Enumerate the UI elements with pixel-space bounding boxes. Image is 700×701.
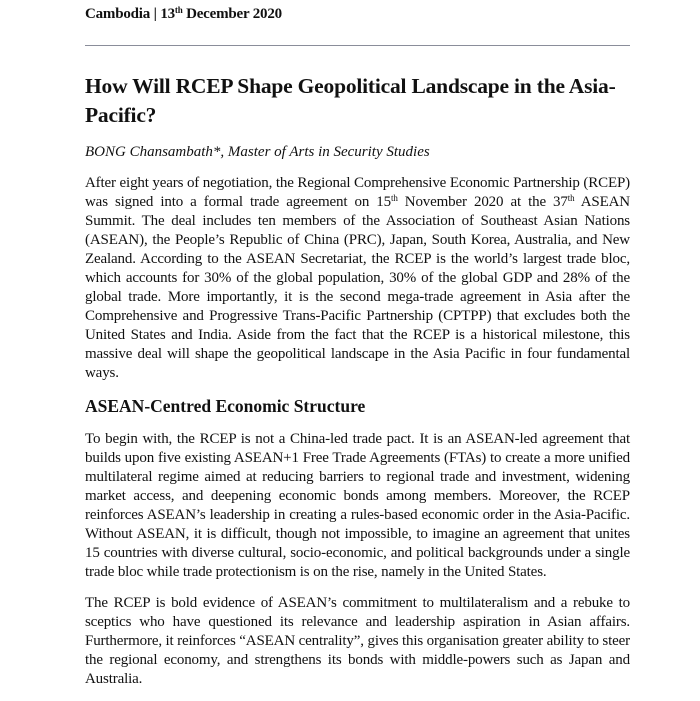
header-date-day: 13 [160,6,175,22]
intro-paragraph [85,174,630,383]
header-separator: | [150,6,161,22]
article-title: How Will RCEP Shape Geopolitical Landscape in the Asia-Pacific? [85,74,616,127]
header-date-suffix: th [174,5,183,15]
header-country: Cambodia [85,6,151,22]
author-byline: BONG Chansambath*, Master of Arts in Security Studies [85,144,430,160]
intro-text-part2: November 2020 at the 37 [397,194,568,210]
intro-sup1: th [390,193,398,203]
article-body [85,72,630,701]
document-header [85,6,282,23]
section-heading: ASEAN-Centred Economic Structure [85,396,366,416]
intro-text-part3: ASEAN Summit. The deal includes ten members of the Association of Southeast Asian Nations (ASEAN), the People’s Republic of China (PRC), Japan, South Korea, Australia, and New Zealand. According to the ASEAN Secretariat, the RCEP is the world’s largest trade bloc, which accounts for 30% of the global population, 30% of the global GDP and 28% of the global trade. More importantly, it is the second mega-trade agreement in Asia after the Comprehensive and Progressive Trans-Pacific Partnership (CPTPP) that excludes both the United States and India. Aside from the fact that the RCEP is a historical milestone, this massive deal will shape the geopolitical landscape in the Asia Pacific in four fundamental ways. [85,194,630,381]
header-divider [85,45,630,46]
section-paragraph-1: To begin with, the RCEP is not a China-led trade pact. It is an ASEAN-led agreement that builds upon five existing ASEAN+1 Free Trade Agreements (FTAs) to create a more unified multilateral regime aimed at reducing barriers to regional trade and investment, widening market access, and deepening economic bonds among members. Moreover, the RCEP reinforces ASEAN’s leadership in creating a rules-based economic order in the Asia-Pacific. Without ASEAN, it is difficult, though not impossible, to imagine an agreement that unites 15 countries with diverse cultural, socio-economic, and political backgrounds under a single trade bloc while trade protectionism is on the rise, namely in the United States. [85,431,630,580]
intro-sup2: th [567,193,575,203]
intro-text-part1: After eight years of negotiation, the Regional Comprehensive Economic Partnership (RCEP) was signed into a formal trade agreement on 15 [85,175,630,210]
section-paragraph-2: The RCEP is bold evidence of ASEAN’s commitment to multilateralism and a rebuke to sceptics who have questioned its relevance and leadership aspiration in Asian affairs. Furthermore, it reinforces “ASEAN centrality”, gives this organisation greater ability to steer the regional economy, and strengthens its bonds with middle-powers such as Japan and Australia. [85,595,630,687]
header-date-rest: December 2020 [182,6,282,22]
